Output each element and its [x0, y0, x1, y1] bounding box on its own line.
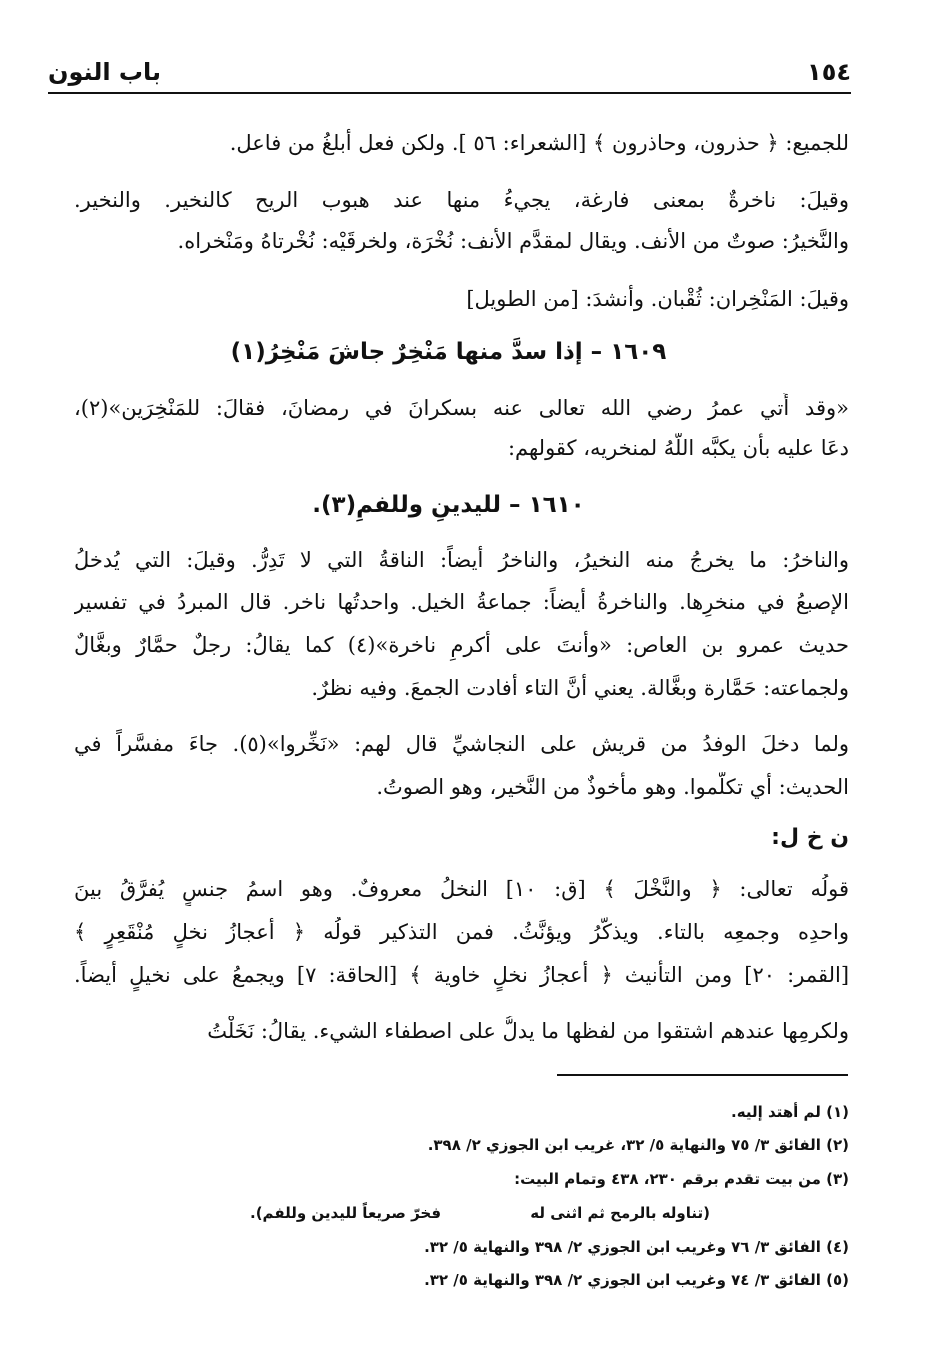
- text-line: وقيلَ: المَنْخِران: ثُقْبان. وأنشدَ: [من الطويل]: [466, 287, 849, 311]
- text-line: ولما دخلَ الوفدُ من قريش على النجاشيِّ قال لهم: «نَخِّروا»(٥). جاءَ مفسَّراً في: [74, 732, 849, 756]
- text-line: ولكرمِها عندهم اشتقوا من لفظها ما يدلُّ على اصطفاء الشيء. يقالُ: نَخَلْتُ: [207, 1019, 849, 1043]
- text-line: دعَا عليه بأن يكبَّه اللّهُ لمنخريه، كقولهم:: [507, 436, 849, 460]
- root-section-heading: ن خ ل:: [771, 825, 849, 850]
- text-line: واحدِه وجمعِه بالتاء. ويذكَّرُ ويؤنَّثُ. فمن التذكير قولُه ﴿ أعجازُ نخلٍ مُنْقَعِرٍ ﴾: [74, 920, 849, 944]
- footnote-2: (٢) الفائق ٣/ ٧٥ والنهاية ٥/ ٣٢، غريب ابن الجوزي ٢/ ٣٩٨.: [427, 1136, 849, 1154]
- text-line: والناخرُ: ما يخرجُ منه النخيرُ، والناخرُ أيضاً: الناقةُ التي لا تَدِرُّ. وقيلَ: التي يُدخلُ: [74, 548, 849, 572]
- chapter-title: باب النون: [48, 58, 162, 86]
- text-line: «وقد أُتي عمرُ رضي الله تعالى عنه بسكرانَ في رمضانَ، فقالَ: للمَنْخِرَين»(٢)،: [74, 396, 849, 420]
- text-line: الحديث: أي تكلَّموا. وهو مأخوذٌ من النَّخير، وهو الصوتُ.: [376, 775, 849, 799]
- text-line: [القمر: ٢٠] ومن التأنيث ﴿ أعجازُ نخلٍ خاوية ﴾ [الحاقة: ٧] ويجمعُ على نخيلٍ أيضاً.: [74, 963, 849, 987]
- verse-hemistich-first: (تناوله بالرمح ثم اثنى له: [530, 1204, 710, 1222]
- proverb-heading-1610: ١٦١٠ – لليدينِ وللفمِ(٣).: [312, 492, 585, 518]
- footnote-1: (١) لم أهتد إليه.: [731, 1103, 849, 1121]
- page-header: [48, 52, 851, 94]
- text-line: للجميع: ﴿ حذرون، وحاذرون ﴾ [الشعراء: ٥٦ ]. ولكن فعل أبلغُ من فاعل.: [229, 131, 849, 155]
- footnote-4: (٤) الفائق ٣/ ٧٦ وغريب ابن الجوزي ٢/ ٣٩٨ والنهاية ٥/ ٣٢.: [424, 1238, 849, 1256]
- text-line: والنَّخيرُ: صوتٌ من الأنف. ويقال لمقدَّم الأنف: نُخْرَة، ولخرقَيْه: نُخْرتاهُ ومَنْخراه.: [177, 229, 849, 253]
- text-line: الإصبعُ في منخرِها. والناخرةُ أيضاً: جماعةُ الخيل. واحدتُها ناخر. قال المبردُ في تفسير: [74, 590, 849, 614]
- text-line: حديث عمرو بن العاص: «وأنتَ على أكرمِ ناخرة»(٤) كما يقالُ: رجلٌ حمَّارٌ وبغَّالٌ: [74, 633, 849, 657]
- footnote-3-verse: [250, 1202, 710, 1224]
- proverb-heading-1609: ١٦٠٩ – إذا سدَّ منها مَنْخِرٌ جاشَ مَنْخِرُ(١): [230, 339, 667, 365]
- footnote-divider: [557, 1074, 848, 1076]
- footnote-3: (٣) من بيت تقدم برقم ٢٣٠، ٤٣٨ وتمام البيت:: [514, 1170, 849, 1188]
- text-line: قولُه تعالى: ﴿ والنَّخْلَ ﴾ [ق: ١٠] النخلُ معروفٌ. وهو اسمُ جنسٍ يُفرَّقُ بينَ: [74, 877, 849, 901]
- page-number: ١٥٤: [807, 58, 851, 86]
- text-line: وقيلَ: ناخرةٌ بمعنى فارغة، يجيءُ منها عند هبوب الريح كالنخير. والنخير.: [74, 188, 849, 212]
- footnote-5: (٥) الفائق ٣/ ٧٤ وغريب ابن الجوزي ٢/ ٣٩٨ والنهاية ٥/ ٣٢.: [424, 1271, 849, 1289]
- text-line: ولجماعته: حَمَّارة وبغَّالة. يعني أنَّ التاء أفادت الجمعَ. وفيه نظرٌ.: [311, 676, 849, 700]
- verse-hemistich-second: فخرّ صريعاً لليدين وللفم).: [250, 1204, 442, 1222]
